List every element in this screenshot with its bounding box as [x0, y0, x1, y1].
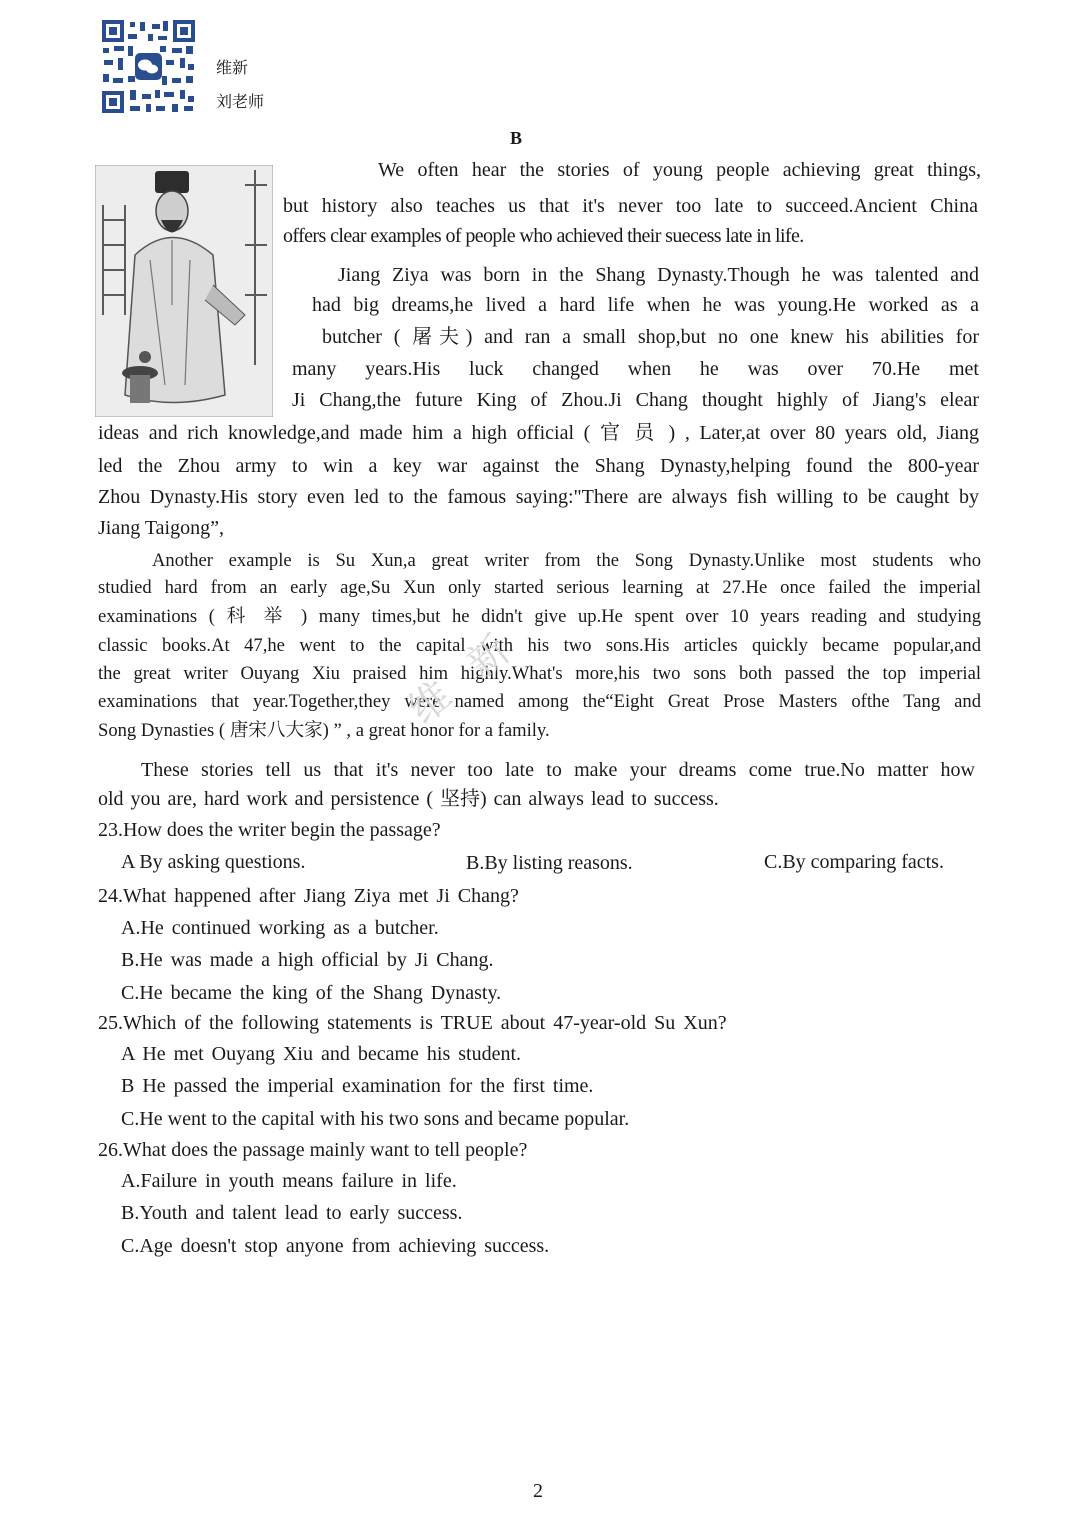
passage-line: Song Dynasties ( 唐宋八大家) ” , a great honor for a family. — [98, 720, 550, 741]
passage-line: butcher ( 屠夫) and ran a small shop,but no one knew his abilities for — [322, 326, 979, 348]
question-25-option-c: C.He went to the capital with his two sons and became popular. — [121, 1108, 630, 1130]
passage-line: had big dreams,he lived a hard life when he was young.He worked as a — [312, 294, 979, 316]
question-23-option-a: A By asking questions. — [121, 851, 306, 873]
qr-code-icon — [100, 18, 197, 115]
passage-line: Jiang Ziya was born in the Shang Dynasty.Though he was talented and — [338, 264, 979, 286]
question-26-option-c: C.Age doesn't stop anyone from achieving success. — [121, 1235, 550, 1257]
passage-line: ideas and rich knowledge,and made him a high official ( 官 员 ) , Later,at over 80 years old, Jiang — [98, 422, 979, 444]
question-25-option-b: B He passed the imperial examination for the first time. — [121, 1075, 594, 1097]
passage-line: led the Zhou army to win a key war against the Shang Dynasty,helping found the 800-year — [98, 455, 979, 477]
brand-line-1: 维新 — [216, 60, 249, 77]
passage-line: the great writer Ouyang Xiu praised him highly.What's more,his two sons both passed the top imperial — [98, 663, 981, 684]
question-24: 24.What happened after Jiang Ziya met Ji Chang? — [98, 885, 519, 907]
passage-line: Zhou Dynasty.His story even led to the famous saying:"There are always fish willing to be caught by — [98, 486, 979, 508]
section-label: B — [510, 128, 523, 148]
passage-line: many years.His luck changed when he was over 70.He met — [292, 358, 979, 380]
question-26-option-a: A.Failure in youth means failure in life. — [121, 1170, 457, 1192]
question-24-option-c: C.He became the king of the Shang Dynasty. — [121, 982, 502, 1004]
watermark: 维新 — [400, 605, 546, 734]
passage-line: studied hard from an early age,Su Xun only started serious learning at 27.He once failed the imperial — [98, 577, 981, 598]
question-23-option-c: C.By comparing facts. — [764, 851, 944, 873]
passage-line: old you are, hard work and persistence ( 坚持) can always lead to success. — [98, 788, 719, 810]
question-26-option-b: B.Youth and talent lead to early success. — [121, 1202, 463, 1224]
question-24-option-a: A.He continued working as a butcher. — [121, 917, 439, 939]
passage-line: classic books.At 47,he went to the capital with his two sons.His articles quickly became popular,and — [98, 635, 981, 656]
scholar-portrait-image — [95, 165, 273, 417]
question-25-option-a: A He met Ouyang Xiu and became his student. — [121, 1043, 522, 1065]
question-23: 23.How does the writer begin the passage? — [98, 819, 441, 841]
page-number: 2 — [533, 1480, 543, 1502]
question-25: 25.Which of the following statements is TRUE about 47-year-old Su Xun? — [98, 1012, 727, 1034]
passage-line: examinations that year.Together,they were named among the“Eight Great Prose Masters ofthe Tang and — [98, 691, 981, 712]
passage-line: We often hear the stories of young people achieving great things, — [378, 159, 981, 181]
brand-line-2: 刘老师 — [216, 94, 265, 111]
passage-line: examinations ( 科 举 ) many times,but he didn't give up.He spent over 10 years reading and studying — [98, 606, 981, 627]
passage-line: These stories tell us that it's never too late to make your dreams come true.No matter how — [141, 759, 975, 781]
passage-line: offers clear examples of people who achieved their suecess late in life. — [283, 225, 804, 247]
passage-line: but history also teaches us that it's never too late to succeed.Ancient China — [283, 195, 978, 217]
passage-line: Another example is Su Xun,a great writer from the Song Dynasty.Unlike most students who — [152, 550, 981, 571]
question-23-option-b: B.By listing reasons. — [466, 852, 633, 874]
question-24-option-b: B.He was made a high official by Ji Chang. — [121, 949, 494, 971]
passage-line: Ji Chang,the future King of Zhou.Ji Chang thought highly of Jiang's elear — [292, 389, 979, 411]
question-26: 26.What does the passage mainly want to tell people? — [98, 1139, 528, 1161]
passage-line: Jiang Taigong”, — [98, 517, 224, 539]
